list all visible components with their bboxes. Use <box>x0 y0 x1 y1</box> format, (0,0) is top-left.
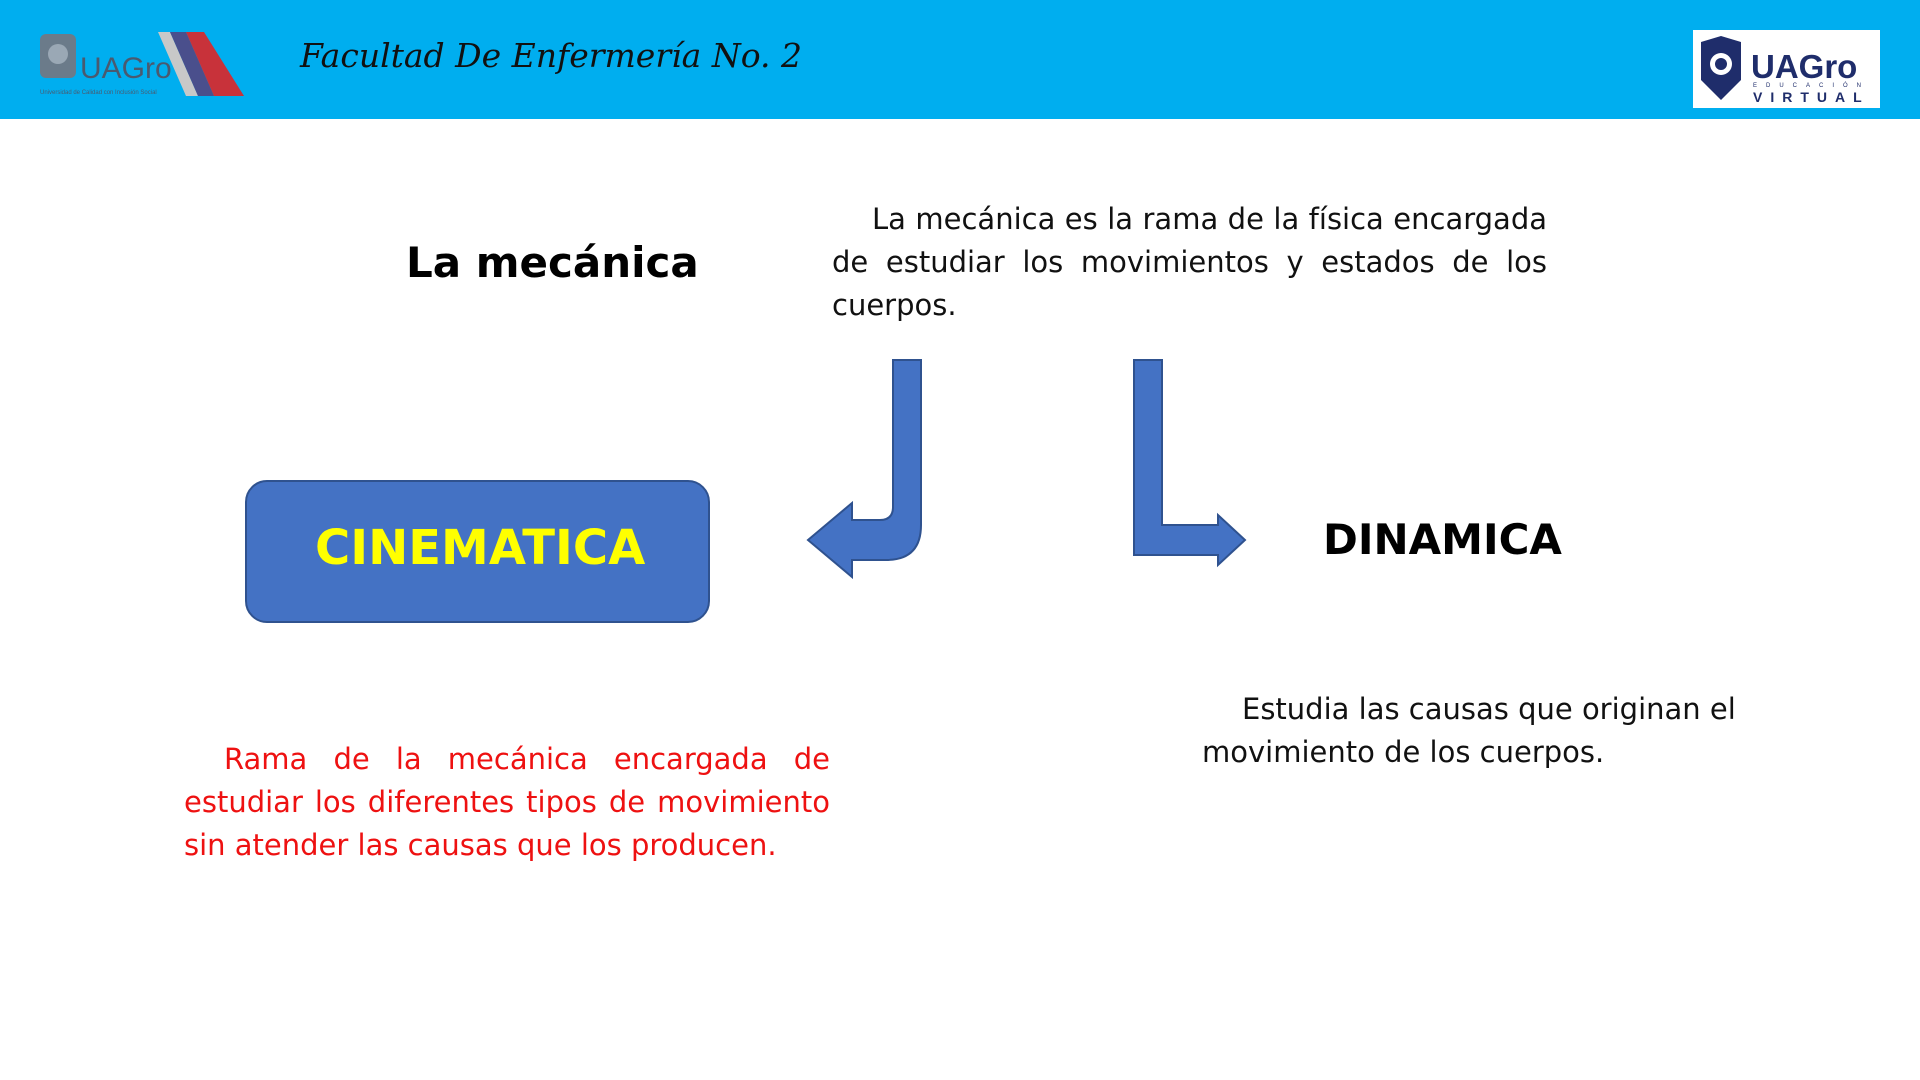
mechanics-definition: La mecánica es la rama de la física encargada de estudiar los movimientos y estados de los cuerpos. <box>832 202 1547 322</box>
svg-text:UAGro: UAGro <box>80 52 172 85</box>
header-bar <box>0 0 1920 119</box>
svg-text:Universidad de Calidad con Inc: Universidad de Calidad con Inclusión Social <box>40 90 157 96</box>
faculty-title: Facultad De Enfermería No. 2 <box>300 36 802 75</box>
cinematica-label: CINEMATICA <box>315 520 646 576</box>
uagro-logo-left <box>38 30 248 98</box>
cinematica-box <box>245 480 710 623</box>
left-bent-arrow-icon <box>808 360 921 577</box>
dinamica-description: Estudia las causas que originan el movimiento de los cuerpos. <box>1202 692 1736 769</box>
svg-text:VIRTUAL: VIRTUAL <box>1753 89 1870 105</box>
svg-text:UAGro: UAGro <box>1751 48 1858 85</box>
uagro-virtual-logo <box>1693 30 1880 108</box>
page-heading: La mecánica <box>406 238 699 287</box>
branch-arrows <box>800 355 1260 585</box>
dinamica-label: DINAMICA <box>1323 515 1562 564</box>
right-bent-arrow-icon <box>1134 360 1245 565</box>
cinematica-description: Rama de la mecánica encargada de estudiar los diferentes tipos de movimiento sin atender las causas que los producen. <box>184 742 830 862</box>
svg-text:EDUCACIÓN: EDUCACIÓN <box>1753 83 1871 89</box>
